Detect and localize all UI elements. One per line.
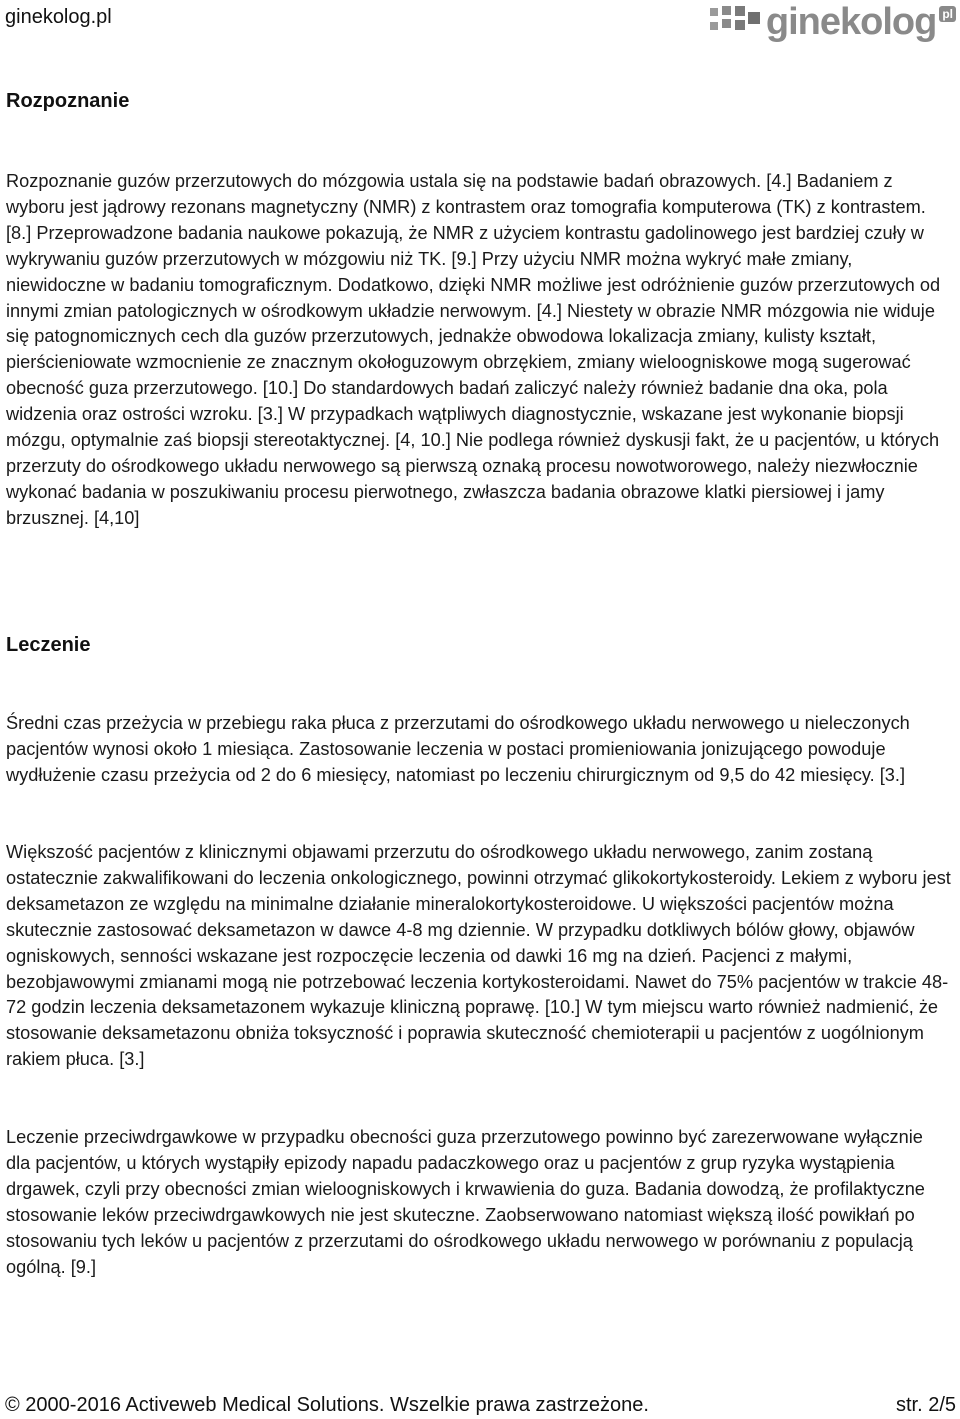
section-title-leczenie: Leczenie bbox=[6, 634, 91, 656]
paragraph: Większość pacjentów z klinicznymi objawami przerzutu do ośrodkowego układu nerwowego, zanim zostaną ostatecznie zakwalifikowani do leczenia onkologicznego, powinni otrzymać glikokortykosteroidy. Lekiem z wyboru jest deksametazon ze względu na minimalne działanie mineralokortykosteroidowe. U większości pacjentów można skutecznie zastosować deksametazon w dawce 4-8 mg dziennie. W przypadku dotkliwych bólów głowy, objawów ogniskowych, senności wskazane jest rozpoczęcie leczenia od dawki 16 mg na dzień. Pacjenci z małymi, bezobjawowymi zmianami mogą nie potrzebować leczenia kortykosteroidami. Nawet do 75% pacjentów w trakcie 48-72 godzin leczenia deksametazonem wykazuje kliniczną poprawę. [10.] W tym miejscu warto również nadmienić, że stosowanie deksametazonu obniża toksyczność i poprawia skuteczność chemioterapii u pacjentów z uogólnionym rakiem płuca. [3.] bbox=[6, 842, 951, 1070]
site-name: ginekolog.pl bbox=[5, 6, 112, 28]
section-title-rozpoznanie: Rozpoznanie bbox=[6, 90, 130, 112]
logo-dots-icon bbox=[708, 2, 764, 42]
paragraph: Leczenie przeciwdrgawkowe w przypadku obecności guza przerzutowego powinno być zarezerwowane wyłącznie dla pacjentów, u których wystąpiły epizody napadu padaczkowego oraz u pacjentów z grup ryzyka wystąpienia drgawek, czyli przy obecności zmian wieloogniskowych i krwawienia do guza. Badania dowodzą, że profilaktyczne stosowanie leków przeciwdrgawkowych nie jest skuteczne. Zaobserwowano natomiast większą ilość powikłań po stosowaniu tych leków u pacjentów z przerzutami do ośrodkowego układu nerwowego w porównaniu z populacją ogólną. [9.] bbox=[6, 1127, 925, 1277]
page-number: str. 2/5 bbox=[895, 1394, 956, 1416]
logo-wordmark: ginekolog bbox=[765, 1, 937, 43]
paragraph: Rozpoznanie guzów przerzutowych do mózgowia ustala się na podstawie badań obrazowych. [4.] Badaniem z wyboru jest jądrowy rezonans magnetyczny (NMR) z kontrastem oraz tomografia komputerowa (TK) z kontrastem. [8.] Przeprowadzone badania naukowe pokazują, że NMR z użyciem kontrastu gadolinowego jest bardziej czuły w wykrywaniu guzów przerzutowych w mózgowiu niż TK. [9.] Przy użyciu NMR można wykryć małe zmiany, niewidoczne w badaniu tomograficznym. Dodatkowo, dzięki NMR możliwe jest odróżnienie guzów przerzutowych od innymi zmian patologicznych w ośrodkowym układzie nerwowym. [4.] Niestety w obrazie NMR mózgowia nie widuje się patognomicznych cech dla guzów przerzutowych, jednakże obwodowa lokalizacja zmiany, kulisty kształt, pierścieniowate wzmocnienie ze znacznym okołoguzowym obrzękiem, zmiany wieloogniskowe mogą sugerować obecność guza przerzutowego. [10.] Do standardowych badań zaliczyć należy również badanie dna oka, pola widzenia oraz ostrości wzroku. [3.] W przypadkach wątpliwych diagnostycznie, wskazane jest wykonanie biopsji mózgu, optymalnie zaś biopsji stereotaktycznej. [4, 10.] Nie podlega również dyskusji fakt, że u pacjentów, u których przerzuty do ośrodkowego układu nerwowego są pierwszą oznaką procesu nowotworowego, należy niezwłocznie wykonać badania w poszukiwaniu procesu pierwotnego, zwłaszcza badania obrazowe klatki piersiowej i jamy brzusznej. [4,10] bbox=[6, 171, 941, 528]
paragraph: Średni czas przeżycia w przebiegu raka płuca z przerzutami do ośrodkowego układu nerwowego u nieleczonych pacjentów wynosi około 1 miesiąca. Zastosowanie leczenia w postaci promieniowania jonizującego powoduje wydłużenie czasu przeżycia od 2 do 6 miesięcy, natomiast po leczeniu chirurgicznym od 9,5 do 42 miesięcy. [3.] bbox=[6, 713, 910, 785]
ginekolog-logo bbox=[708, 2, 956, 42]
footer-copyright: © 2000-2016 Activeweb Medical Solutions. Wszelkie prawa zastrzeżone. bbox=[5, 1394, 649, 1416]
logo-badge: pl bbox=[939, 6, 956, 22]
